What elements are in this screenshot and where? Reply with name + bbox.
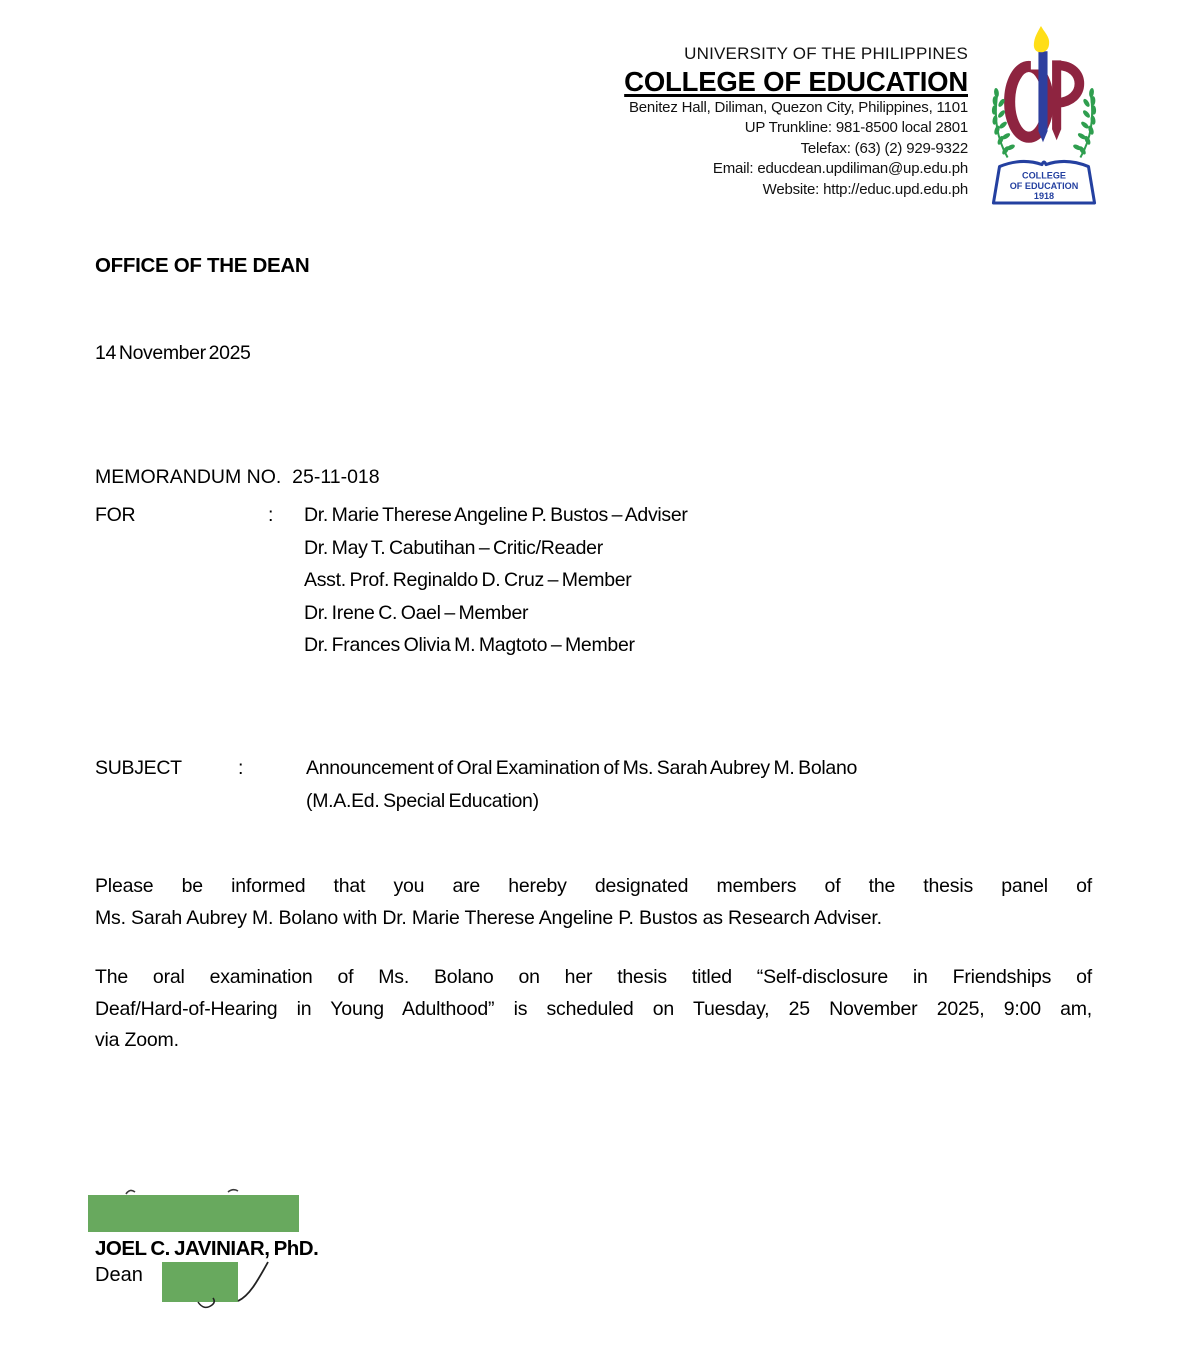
- signature-stroke: [126, 1190, 135, 1194]
- subject-colon: :: [238, 757, 244, 779]
- memo-date: 14 November 2025: [95, 342, 251, 364]
- signer-title: Dean: [95, 1264, 143, 1286]
- letterhead-contact-line: Telefax: (63) (2) 929-9322: [800, 139, 968, 157]
- body-line: Ms. Sarah Aubrey M. Bolano with Dr. Marie Therese Angeline P. Bustos as Research Adviser.: [95, 906, 882, 929]
- letterhead: [624, 42, 968, 200]
- signature-stroke: [228, 1190, 238, 1192]
- seal-book-line1: COLLEGE: [1022, 170, 1066, 181]
- body-line: Deaf/Hard-of-Hearing in Young Adulthood” is scheduled on Tuesday, 25 November 2025, 9:00 am,: [95, 997, 1092, 1020]
- letterhead-contact-line: UP Trunkline: 981-8500 local 2801: [744, 119, 968, 137]
- subject-line: Announcement of Oral Examination of Ms. Sarah Aubrey M. Bolano: [306, 757, 858, 779]
- signer-name: JOEL C. JAVINIAR, PhD.: [95, 1237, 319, 1260]
- subject-text: [306, 752, 857, 817]
- signature-redaction-box: [88, 1195, 299, 1232]
- seal-flame-icon: [1034, 26, 1049, 52]
- letterhead-contact-line: Benitez Hall, Diliman, Quezon City, Philippines, 1101: [628, 99, 968, 116]
- for-recipient: Dr. Frances Olivia M. Magtoto – Member: [304, 634, 635, 657]
- body-line: via Zoom.: [95, 1029, 179, 1051]
- seal-letter-p-bowl: [1058, 65, 1079, 102]
- for-recipient-list: [304, 499, 688, 662]
- letterhead-contact-line: Email: educdean.updiliman@up.edu.ph: [712, 160, 968, 178]
- letterhead-contact-line: Website: http://educ.upd.edu.ph: [762, 180, 968, 198]
- seal-book-line2: OF EDUCATION: [1009, 180, 1079, 191]
- seal-book-line3: 1918: [1033, 190, 1055, 201]
- for-colon: :: [268, 504, 274, 526]
- signature-stroke: [238, 1262, 268, 1301]
- university-name: UNIVERSITY OF THE PHILIPPINES: [684, 44, 968, 63]
- body-line: The oral examination of Ms. Bolano on her thesis titled “Self-disclosure in Friendships of: [95, 966, 1092, 988]
- seal-candle: [1038, 51, 1047, 142]
- subject-label: SUBJECT: [95, 757, 182, 779]
- for-recipient: Asst. Prof. Reginaldo D. Cruz – Member: [304, 569, 632, 592]
- initials-redaction-box: [162, 1262, 238, 1302]
- memo-number: MEMORANDUM NO. 25-11-018: [95, 466, 380, 488]
- college-of-education-seal: [983, 24, 1105, 206]
- college-name: COLLEGE OF EDUCATION: [624, 66, 968, 97]
- for-recipient: Dr. May T. Cabutihan – Critic/Reader: [304, 536, 603, 559]
- body-paragraph-1: [95, 871, 1092, 934]
- subject-line: (M.A.Ed. Special Education): [306, 789, 539, 812]
- for-label: FOR: [95, 504, 136, 526]
- body-line: Please be informed that you are hereby designated members of the thesis panel of: [95, 875, 1092, 897]
- for-recipient: Dr. Irene C. Oael – Member: [304, 601, 529, 624]
- for-recipient: Dr. Marie Therese Angeline P. Bustos – Adviser: [304, 504, 688, 526]
- body-paragraph-2: [95, 962, 1092, 1057]
- letterhead-contact-info: [624, 98, 968, 200]
- office-heading: OFFICE OF THE DEAN: [95, 254, 310, 277]
